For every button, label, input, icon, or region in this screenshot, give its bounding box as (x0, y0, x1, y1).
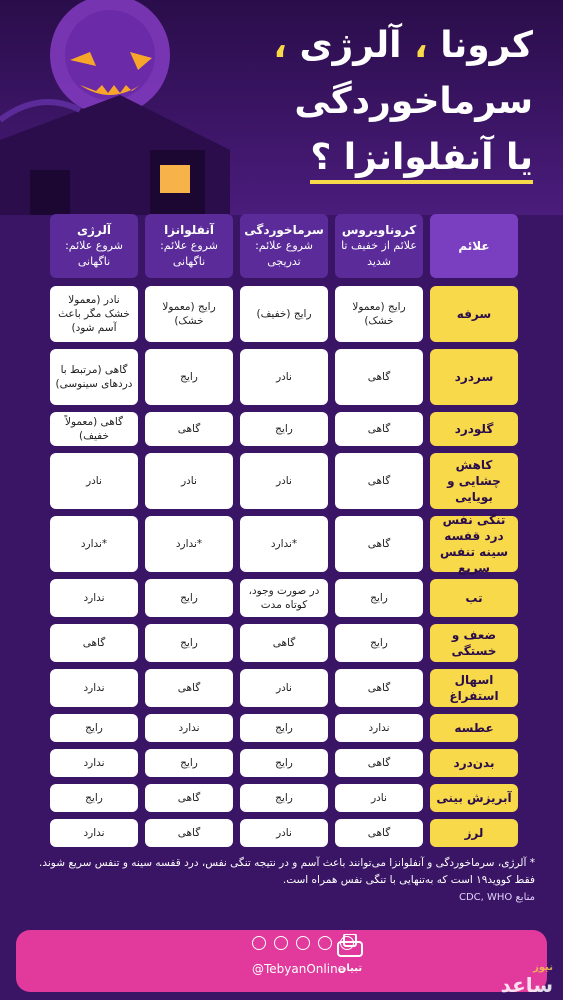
table-row (46, 819, 518, 847)
header-flu-name: آنفلوانزا (164, 223, 214, 237)
allergy-cell: نادر (معمولا خشک مگر باعث آسم شود) (50, 286, 138, 342)
symptom-cell: کاهش چشایی و بویایی (430, 453, 518, 509)
corona-cell: گاهی (335, 349, 423, 405)
table-row (46, 669, 518, 707)
flu-cell: گاهی (145, 412, 233, 446)
title-flu: یا آنفلوانزا ؟ (310, 137, 533, 184)
allergy-cell: ندارد (50, 749, 138, 777)
corona-cell: گاهی (335, 453, 423, 509)
page-title (233, 18, 533, 186)
corona-cell: رایج (335, 624, 423, 662)
allergy-cell: رایج (50, 784, 138, 812)
instagram-icon[interactable] (296, 936, 310, 950)
symptom-cell: گلودرد (430, 412, 518, 446)
corona-cell: رایج (معمولا خشک) (335, 286, 423, 342)
header-cold-sub: شروع علائم: تدریجی (255, 239, 313, 268)
watermark-text: ساعد (500, 973, 553, 997)
header-corona (335, 214, 423, 278)
cold-cell: گاهی (240, 624, 328, 662)
allergy-cell: گاهی (معمولاً خفیف) (50, 412, 138, 446)
corona-cell: گاهی (335, 749, 423, 777)
flu-cell: رایج (145, 349, 233, 405)
hero-illustration (0, 0, 563, 215)
footnote (30, 855, 535, 906)
table-row (46, 513, 518, 575)
cold-cell: رایج (240, 714, 328, 742)
header-corona-name: کروناویروس (341, 223, 417, 237)
symptom-cell: اسهال استفراغ (430, 669, 518, 707)
header-corona-sub: علائم از خفیف تا شدید (341, 239, 417, 268)
cold-cell: رایج (خفیف) (240, 286, 328, 342)
allergy-cell: ندارد (50, 579, 138, 617)
brand-name: تبیان (337, 963, 363, 974)
corona-cell: نادر (335, 784, 423, 812)
flu-cell: نادر (145, 453, 233, 509)
header-allergy-sub: شروع علائم: ناگهانی (65, 239, 123, 268)
header-allergy-name: آلرژی (77, 223, 111, 237)
web-icon[interactable] (252, 936, 266, 950)
table-row (46, 286, 518, 342)
header-flu (145, 214, 233, 278)
table-row (46, 749, 518, 777)
youtube-icon[interactable] (274, 936, 288, 950)
corona-cell: ندارد (335, 714, 423, 742)
flu-cell: رایج (معمولا خشک) (145, 286, 233, 342)
header-allergy (50, 214, 138, 278)
corona-cell: گاهی (335, 516, 423, 572)
cold-cell: رایج (240, 749, 328, 777)
symptom-cell: عطسه (430, 714, 518, 742)
symptom-cell: سردرد (430, 349, 518, 405)
flu-cell: ندارد (145, 714, 233, 742)
social-links (252, 936, 354, 950)
table-row (46, 349, 518, 405)
title-cold: سرماخوردگی (294, 81, 533, 122)
table-row (46, 453, 518, 509)
cold-cell: نادر (240, 669, 328, 707)
cold-cell: نادر (240, 349, 328, 405)
cold-cell: رایج (240, 784, 328, 812)
flu-cell: رایج (145, 749, 233, 777)
table-row (46, 784, 518, 812)
corona-cell: گاهی (335, 669, 423, 707)
title-separator: ، (414, 25, 428, 66)
footnote-text: * آلرژی، سرماخوردگی و آنفلوانزا می‌توانند باعث آسم و در نتیجه تنگی نفس، درد قفسه سینه و تنفس سریع شوند. فقط کووید۱۹ است که به‌تنهایی با تنگی نفس همراه است. (39, 857, 535, 886)
allergy-cell: رایج (50, 714, 138, 742)
cold-cell: *ندارد (240, 516, 328, 572)
cold-cell: در صورت وجود، کوتاه مدت (240, 579, 328, 617)
comparison-table (46, 214, 518, 854)
allergy-cell: گاهی (مرتبط با دردهای سینوسی) (50, 349, 138, 405)
symptom-cell: آبریزش بینی (430, 784, 518, 812)
cold-cell: نادر (240, 453, 328, 509)
corona-cell: گاهی (335, 412, 423, 446)
corona-cell: گاهی (335, 819, 423, 847)
symptom-cell: تب (430, 579, 518, 617)
table-row (46, 624, 518, 662)
cold-cell: رایج (240, 412, 328, 446)
symptom-cell: ضعف و خستگی (430, 624, 518, 662)
flu-cell: *ندارد (145, 516, 233, 572)
telegram-icon[interactable] (340, 936, 354, 950)
allergy-cell: گاهی (50, 624, 138, 662)
header-symptom: علائم (430, 214, 518, 278)
corona-cell: رایج (335, 579, 423, 617)
header-cold (240, 214, 328, 278)
watermark (501, 962, 553, 997)
footer (0, 922, 563, 1000)
table-row (46, 412, 518, 446)
flu-cell: گاهی (145, 819, 233, 847)
symptom-cell: تنگی نفس درد قفسه سینه تنفس سریع (430, 516, 518, 572)
allergy-cell: *ندارد (50, 516, 138, 572)
watermark-top: نیوز (533, 962, 553, 973)
cold-cell: نادر (240, 819, 328, 847)
flu-cell: رایج (145, 624, 233, 662)
sources: منابع CDC, WHO (458, 892, 535, 903)
allergy-cell: نادر (50, 453, 138, 509)
symptom-cell: بدن‌درد (430, 749, 518, 777)
allergy-cell: ندارد (50, 819, 138, 847)
title-allergy: آلرژی (299, 25, 402, 66)
title-separator-2: ، (273, 25, 287, 66)
table-header-row (46, 214, 518, 278)
twitter-icon[interactable] (318, 936, 332, 950)
header-cold-name: سرماخوردگی (244, 223, 324, 237)
table-row (46, 714, 518, 742)
title-corona: کرونا (440, 25, 533, 66)
symptom-cell: سرفه (430, 286, 518, 342)
social-handle[interactable]: @TebyanOnline (252, 962, 346, 976)
flu-cell: رایج (145, 579, 233, 617)
header-flu-sub: شروع علائم: ناگهانی (160, 239, 218, 268)
table-row (46, 579, 518, 617)
symptom-cell: لرز (430, 819, 518, 847)
allergy-cell: ندارد (50, 669, 138, 707)
flu-cell: گاهی (145, 669, 233, 707)
flu-cell: گاهی (145, 784, 233, 812)
